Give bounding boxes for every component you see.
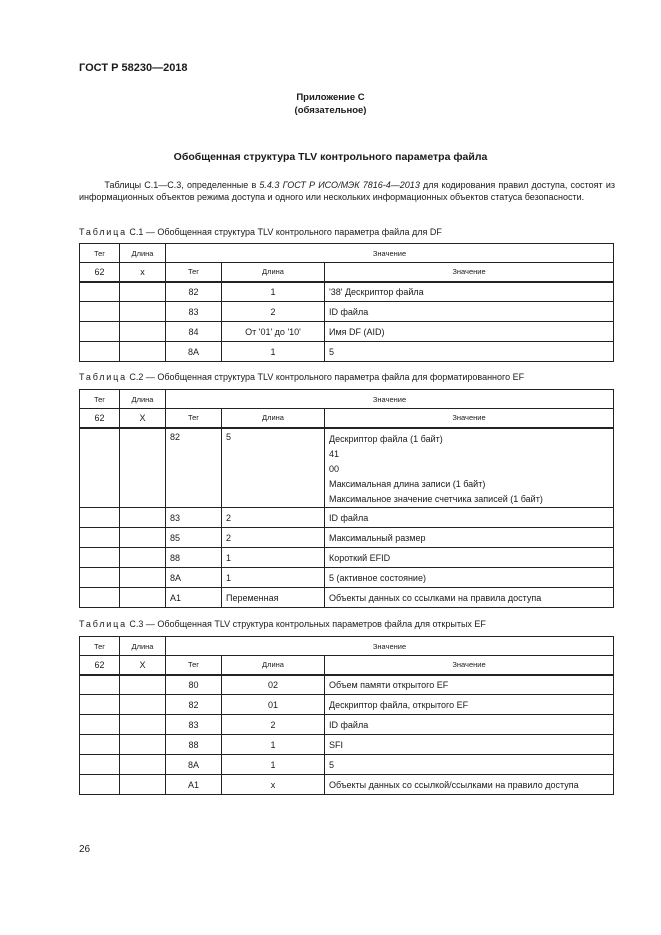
row-tag: 83 bbox=[166, 302, 222, 322]
inner-header-value: Значение bbox=[325, 656, 614, 675]
row-length: 1 bbox=[222, 568, 325, 588]
document-code: ГОСТ Р 58230—2018 bbox=[79, 62, 188, 74]
row-value: ID файла bbox=[325, 302, 614, 322]
table-row bbox=[80, 428, 614, 508]
row-value: Короткий EFID bbox=[325, 548, 614, 568]
table-row bbox=[80, 508, 614, 528]
table-caption bbox=[79, 619, 486, 629]
row-tag: 80 bbox=[166, 675, 222, 695]
table-row bbox=[80, 282, 614, 302]
row-value: Объекты данных со ссылками на правила доступа bbox=[325, 588, 614, 608]
row-value: ID файла bbox=[325, 508, 614, 528]
table-caption-word: Таблица bbox=[79, 227, 127, 237]
row-length: 1 bbox=[222, 342, 325, 362]
table-caption-text: С.3 — Обобщенная TLV структура контрольных параметров файла для открытых EF bbox=[126, 619, 486, 629]
header-value: Значение bbox=[166, 244, 614, 263]
table-caption-text: С.1 — Обобщенная структура TLV контрольного параметра файла для DF bbox=[126, 227, 442, 237]
row-length: 01 bbox=[222, 695, 325, 715]
top-tag: 62 bbox=[80, 409, 120, 428]
top-length: x bbox=[120, 263, 166, 282]
top-length: X bbox=[120, 656, 166, 675]
row-length: 2 bbox=[222, 302, 325, 322]
table-row bbox=[80, 568, 614, 588]
value-line: Дескриптор файла (1 байт) bbox=[329, 433, 443, 444]
row-tag: 83 bbox=[166, 715, 222, 735]
value-line: Максимальное значение счетчика записей (1 байт) bbox=[329, 493, 543, 504]
row-tag: A1 bbox=[166, 588, 222, 608]
table-row bbox=[80, 588, 614, 608]
inner-header-tag: Тег bbox=[166, 263, 222, 282]
intro-text-after: для кодирования правил доступа, состоят из информационных объектов режима доступа и одного или нескольких информационных объектов статуса безопасности. bbox=[79, 180, 615, 203]
header-tag: Тег bbox=[80, 390, 120, 409]
row-value: 5 (активное состояние) bbox=[325, 568, 614, 588]
tlv-table-c3 bbox=[79, 636, 614, 795]
annex-title: Приложение С bbox=[296, 92, 365, 103]
table-caption-word: Таблица bbox=[79, 372, 127, 382]
row-tag: 82 bbox=[166, 428, 222, 508]
top-tag: 62 bbox=[80, 263, 120, 282]
inner-header-tag: Тег bbox=[166, 409, 222, 428]
table-caption bbox=[79, 227, 442, 237]
row-value: ID файла bbox=[325, 715, 614, 735]
row-length: 1 bbox=[222, 548, 325, 568]
row-value: 5 bbox=[325, 755, 614, 775]
table-caption bbox=[79, 372, 524, 382]
value-line: Максимальная длина записи (1 байт) bbox=[329, 478, 486, 489]
row-value: 5 bbox=[325, 342, 614, 362]
row-length: x bbox=[222, 775, 325, 795]
header-length: Длина bbox=[120, 244, 166, 263]
inner-header-value: Значение bbox=[325, 263, 614, 282]
tlv-table-c2 bbox=[79, 389, 614, 608]
table-caption-word: Таблица bbox=[79, 619, 127, 629]
row-length: 2 bbox=[222, 715, 325, 735]
inner-header-tag: Тег bbox=[166, 656, 222, 675]
row-value: '38' Дескриптор файла bbox=[325, 282, 614, 302]
table-row bbox=[80, 715, 614, 735]
header-tag: Тег bbox=[80, 637, 120, 656]
intro-paragraph bbox=[79, 179, 615, 204]
row-length: 02 bbox=[222, 675, 325, 695]
row-length: 1 bbox=[222, 735, 325, 755]
table-row bbox=[80, 755, 614, 775]
top-length: X bbox=[120, 409, 166, 428]
table-row bbox=[80, 528, 614, 548]
header-value: Значение bbox=[166, 637, 614, 656]
section-heading: Обобщенная структура TLV контрольного параметра файла bbox=[173, 151, 488, 163]
row-length: От '01' до '10' bbox=[222, 322, 325, 342]
table-row bbox=[80, 322, 614, 342]
row-tag: 83 bbox=[166, 508, 222, 528]
row-tag: 8A bbox=[166, 342, 222, 362]
row-tag: 82 bbox=[166, 282, 222, 302]
inner-header-length: Длина bbox=[222, 263, 325, 282]
row-length: 2 bbox=[222, 528, 325, 548]
row-value: Объем памяти открытого EF bbox=[325, 675, 614, 695]
row-tag: 88 bbox=[166, 548, 222, 568]
row-value: Максимальный размер bbox=[325, 528, 614, 548]
table-row bbox=[80, 775, 614, 795]
row-value: Дескриптор файла, открытого EF bbox=[325, 695, 614, 715]
row-value bbox=[325, 428, 614, 508]
header-tag: Тег bbox=[80, 244, 120, 263]
row-tag: 85 bbox=[166, 528, 222, 548]
inner-header-length: Длина bbox=[222, 409, 325, 428]
table-row bbox=[80, 675, 614, 695]
inner-header-length: Длина bbox=[222, 656, 325, 675]
table-row bbox=[80, 695, 614, 715]
row-value: Имя DF (AID) bbox=[325, 322, 614, 342]
row-tag: 82 bbox=[166, 695, 222, 715]
top-tag: 62 bbox=[80, 656, 120, 675]
row-value: Объекты данных со ссылкой/ссылками на правило доступа bbox=[325, 775, 614, 795]
inner-header-value: Значение bbox=[325, 409, 614, 428]
header-value: Значение bbox=[166, 390, 614, 409]
table-caption-text: С.2 — Обобщенная структура TLV контрольного параметра файла для форматированного EF bbox=[126, 372, 525, 382]
row-value: SFI bbox=[325, 735, 614, 755]
row-length: 5 bbox=[222, 428, 325, 508]
row-length: Переменная bbox=[222, 588, 325, 608]
intro-reference: 5.4.3 ГОСТ Р ИСО/МЭК 7816-4—2013 bbox=[259, 180, 420, 190]
row-tag: 84 bbox=[166, 322, 222, 342]
row-tag: 8A bbox=[166, 568, 222, 588]
header-length: Длина bbox=[120, 637, 166, 656]
table-row bbox=[80, 342, 614, 362]
intro-text-before: Таблицы С.1—С.3, определенные в bbox=[104, 180, 260, 190]
table-row bbox=[80, 735, 614, 755]
annex-block bbox=[0, 91, 661, 117]
table-row bbox=[80, 548, 614, 568]
row-tag: 8A bbox=[166, 755, 222, 775]
value-line: 41 bbox=[329, 448, 340, 459]
row-length: 1 bbox=[222, 755, 325, 775]
page-number: 26 bbox=[79, 844, 91, 855]
row-length: 1 bbox=[222, 282, 325, 302]
annex-subtitle: (обязательное) bbox=[294, 105, 367, 116]
row-tag: 88 bbox=[166, 735, 222, 755]
table-row bbox=[80, 302, 614, 322]
row-length: 2 bbox=[222, 508, 325, 528]
tlv-table-c1 bbox=[79, 243, 614, 362]
row-tag: A1 bbox=[166, 775, 222, 795]
value-line: 00 bbox=[329, 463, 340, 474]
header-length: Длина bbox=[120, 390, 166, 409]
